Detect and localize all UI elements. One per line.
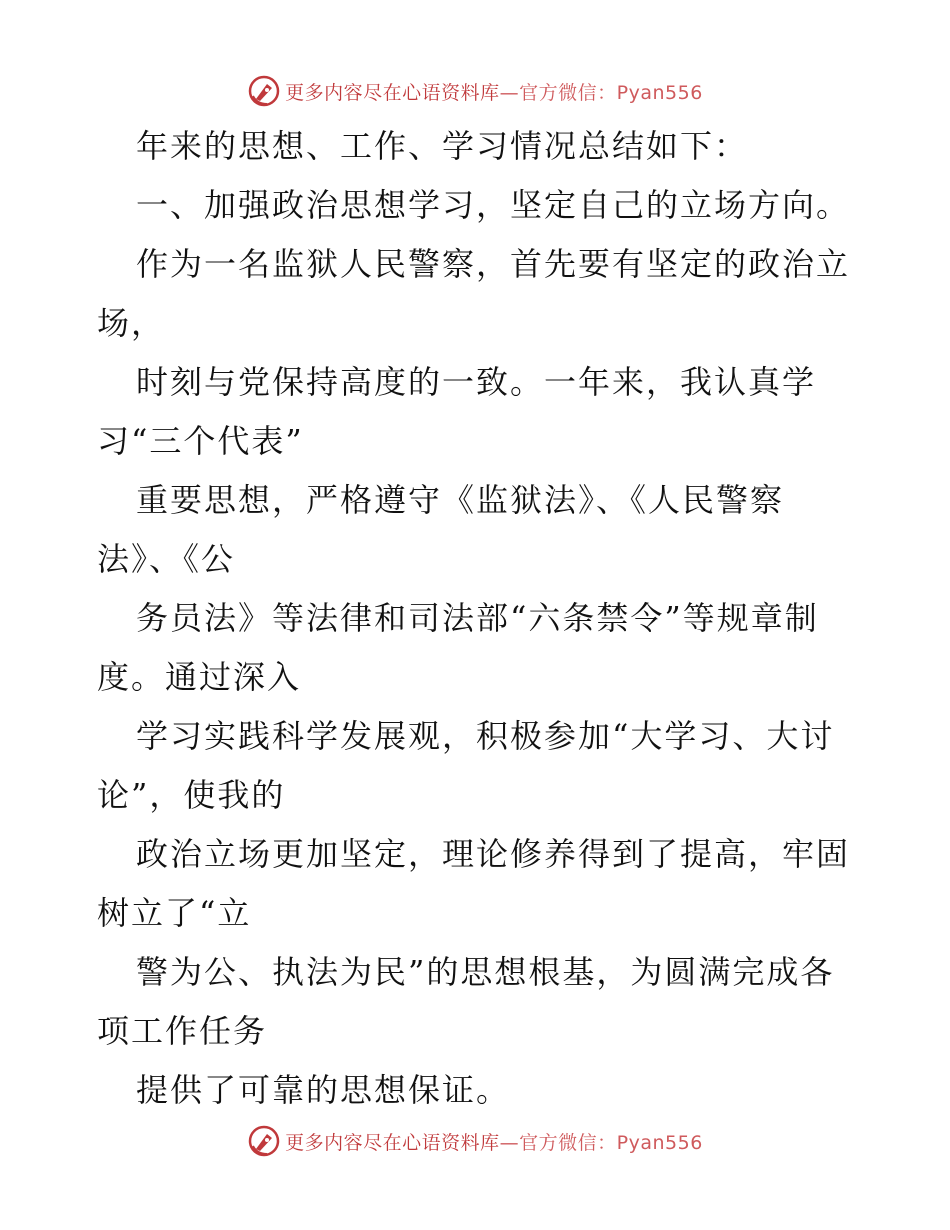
body-line: 场， [97,304,166,342]
body-line: 学习实践科学发展观，积极参加“大学习、大讨 [136,717,835,755]
watermark-prefix: 更多内容尽在心语资料库 [285,1131,500,1154]
body-line: 项工作任务 [97,1012,268,1050]
body-line: 习“三个代表” [97,422,304,460]
body-line: 重要思想，严格遵守《监狱法》、《人民警察 [136,481,785,519]
watermark-banner-bottom [0,1121,950,1161]
body-line: 论”，使我的 [97,776,286,814]
body-line: 年来的思想、工作、学习情况总结如下： [136,127,749,165]
body-line: 树立了“立 [97,894,252,932]
body-line: 警为公、执法为民”的思想根基，为圆满完成各 [136,953,835,991]
body-line: 时刻与党保持高度的一致。一年来，我认真学 [136,363,817,401]
body-line: 政治立场更加坚定，理论修养得到了提高，牢固 [136,835,851,873]
body-line: 务员法》等法律和司法部“六条禁令”等规章制 [136,599,819,637]
section-heading: 一、加强政治思想学习，坚定自己的立场方向。 [136,186,851,224]
watermark-text [285,1128,703,1155]
body-line: 法》、《公 [97,540,236,578]
pen-nib-logo-icon [247,1124,281,1158]
body-line: 度。通过深入 [97,658,302,696]
body-line: 提供了可靠的思想保证。 [136,1071,511,1109]
body-line: 作为一名监狱人民警察，首先要有坚定的政治立 [136,245,851,283]
watermark-suffix: —官方微信：Pyan556 [499,81,703,104]
watermark-suffix: —官方微信：Pyan556 [499,1131,703,1154]
watermark-prefix: 更多内容尽在心语资料库 [285,81,500,104]
